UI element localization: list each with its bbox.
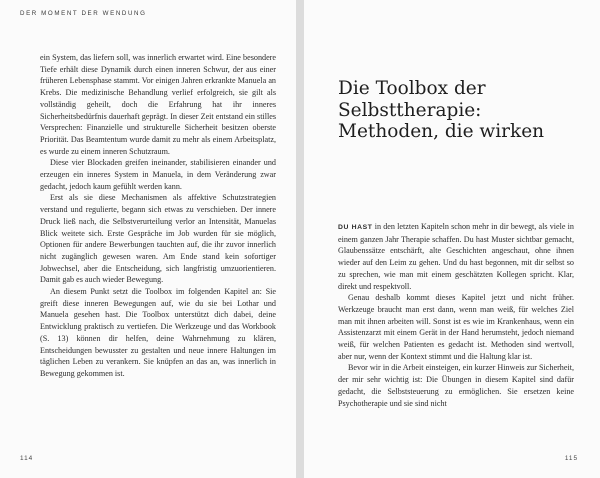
page-number-left: 114 — [20, 455, 34, 462]
left-body-text — [40, 52, 276, 380]
heading-line: Selbsttherapie: — [338, 99, 482, 121]
paragraph: ein System, das liefern soll, was innerlich erwartet wird. Eine besondere Tiefe erhält diese Dynamik durch einen inneren Schwur, der aus einer früheren Lebensphase stammt. Vor einigen Jahren erkrankte Manuela an Krebs. Die medizinische Behandlung verlief erfolgreich, sie gilt als vollständig geheilt, doch die Erfahrung hat ihr inneres Sicherheitsbedürfnis dauerhaft geprägt. In dieser Zeit entstand ein stilles Versprechen: Finanzielle und strukturelle Sicherheit besitzen oberste Priorität. Das Beamtentum wurde damit zu mehr als einem Arbeitsplatz, es wurde zu einem inneren Schutzraum. — [40, 53, 276, 156]
paragraph: Genau deshalb kommt dieses Kapitel jetzt und nicht früher. Werkzeuge braucht man erst dann, wenn man weiß, für welches Ziel man mit ihnen arbeiten will. Sonst ist es wie im Krankenhaus, wenn ein Assistenzarzt mit einem Gerät in der Hand herumsteht, jedoch niemand weiß, für welchen Patienten es gedacht ist. Methoden sind wertvoll, aber nur, wenn der Kontext stimmt und die Haltung klar ist. — [338, 293, 574, 361]
paragraph: Erst als sie diese Mechanismen als affektive Schutzstrategien verstand und regulierte, begann sich etwas zu verschieben. Der innere Druck ließ nach, die Selbstverurteilung verlor an Intensität, Manuelas Blick weitete sich. Erste Gespräche im Job wurden für sie möglich, Optionen für andere Bewerbungen tauchten auf, die ihr zuvor innerlich nicht zugänglich gewesen waren. Am Ende stand kein sofortiger Jobwechsel, aber die Entscheidung, sich langfristig umzuorientieren. Damit gab es auch wieder Bewegung. — [40, 193, 276, 285]
running-head: DER MOMENT DER WENDUNG — [20, 10, 147, 17]
paragraph — [338, 221, 574, 292]
right-body-text — [338, 221, 574, 409]
right-page — [304, 0, 600, 478]
paragraph: An diesem Punkt setzt die Toolbox im folgenden Kapitel an: Sie greift diese inneren Bewegungen auf, wie du sie bei Lothar und Manuela gesehen hast. Die Toolbox unterstützt dich dabei, deine Entwicklung praktisch zu vertiefen. Die Werkzeuge und das Workbook (S. 13) können dir helfen, deine Wahrnehmung zu klären, Entscheidungen bewusster zu gestalten und neue innere Haltungen im täglichen Leben zu verankern. Sie knüpfen an das an, was innerlich in Bewegung gekommen ist. — [40, 287, 276, 378]
chapter-heading — [338, 78, 588, 143]
paragraph-rest: in den letzten Kapiteln schon mehr in dir bewegt, als viele in einem ganzen Jahr Therapie schaffen. Du hast Muster sichtbar gemacht, Glaubenssätze entschärft, alte Geschichten angeschaut, ohne ihnen wieder auf den Leim zu gehen. Und du hast begonnen, mit dir selbst so zu sprechen, wie man mit einem geschätzten Kollegen spricht. Klar, direkt und respektvoll. — [338, 222, 574, 291]
left-page — [0, 0, 296, 478]
paragraph: Diese vier Blockaden greifen ineinander, stabilisieren einander und erzeugen ein inneres System in Manuela, in dem Veränderung zwar gedacht, jedoch kaum gefühlt werden kann. — [40, 158, 276, 191]
page-number-right: 115 — [564, 455, 578, 462]
heading-line: Die Toolbox der — [338, 78, 486, 99]
heading-line: Methoden, die wirken — [338, 121, 545, 142]
lead-in: DU HAST — [338, 224, 373, 231]
paragraph: Bevor wir in die Arbeit einsteigen, ein kurzer Hinweis zur Sicherheit, der mir sehr wichtig ist: Die Übungen in diesem Kapitel sind dafür gedacht, die Selbststeuerung zu ermöglichen. Sie ersetzen keine Psychotherapie und sie sind nicht — [338, 363, 574, 408]
